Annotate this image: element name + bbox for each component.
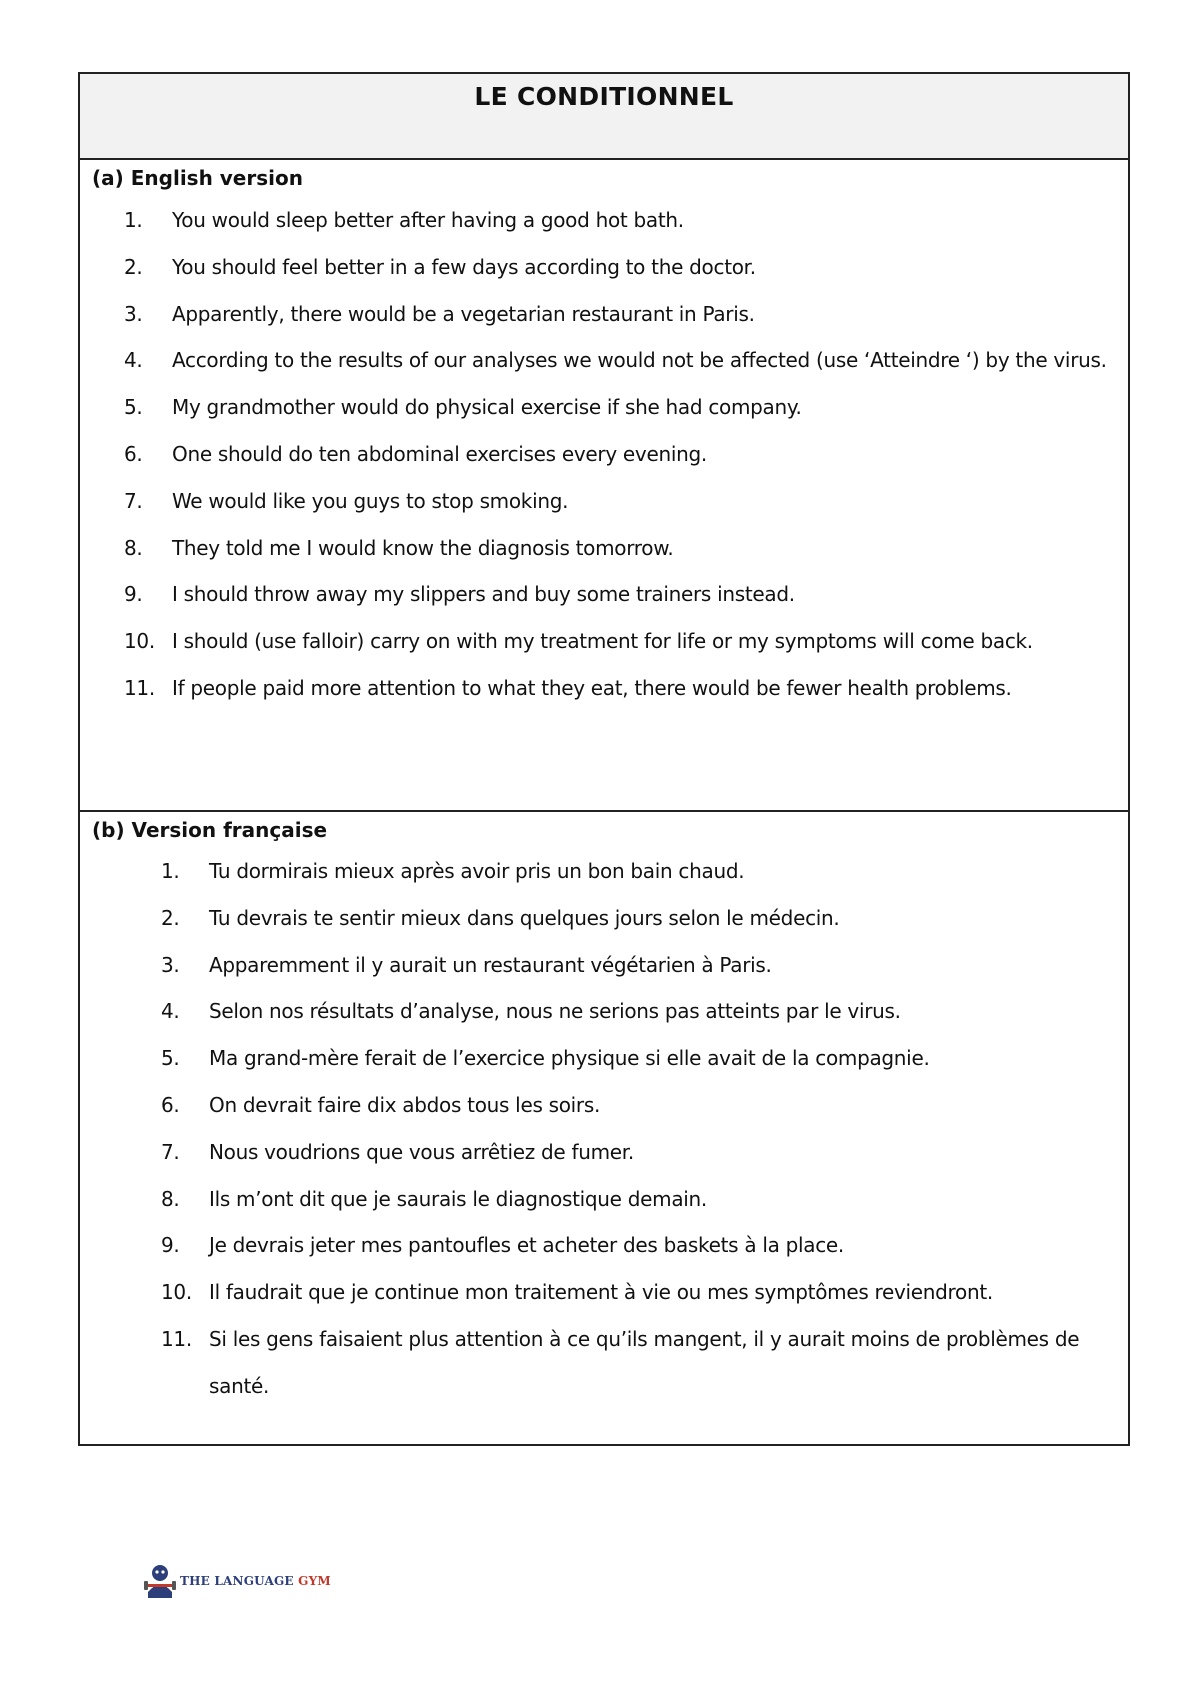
- item-text: Ma grand-mère ferait de l’exercice physique si elle avait de la compagnie.: [209, 1046, 930, 1071]
- item-text: You should feel better in a few days according to the doctor.: [172, 254, 756, 279]
- item-text: Nous voudrions que vous arrêtiez de fumer.: [209, 1139, 634, 1164]
- list-item: [92, 337, 1128, 384]
- item-text: Selon nos résultats d’analyse, nous ne serions pas atteints par le virus.: [209, 999, 901, 1024]
- item-text: They told me I would know the diagnosis tomorrow.: [172, 535, 674, 560]
- item-number: 9.: [161, 1233, 180, 1258]
- list-item: [92, 431, 1128, 478]
- item-text: I should throw away my slippers and buy some trainers instead.: [172, 582, 795, 607]
- gym-mascot-icon: [144, 1562, 176, 1600]
- item-number: 7.: [161, 1139, 180, 1164]
- list-item: [92, 942, 1128, 989]
- item-number: 3.: [161, 952, 180, 977]
- french-section-heading: (b) Version française: [92, 818, 328, 842]
- list-item: [92, 1035, 1128, 1082]
- french-section: [80, 812, 1128, 1444]
- item-number: 10.: [161, 1280, 192, 1305]
- language-gym-logo: [144, 1562, 331, 1600]
- list-item: [92, 665, 1128, 712]
- item-number: 8.: [161, 1186, 180, 1211]
- english-section-heading: (a) English version: [92, 166, 303, 190]
- item-text: You would sleep better after having a good hot bath.: [172, 208, 684, 232]
- item-number: 6.: [124, 441, 143, 466]
- list-item: [92, 1316, 1128, 1410]
- list-item: [92, 244, 1128, 291]
- item-number: 8.: [124, 535, 143, 560]
- item-text: Tu devrais te sentir mieux dans quelques jours selon le médecin.: [209, 905, 840, 930]
- logo-text-main: THE LANGUAGE: [180, 1574, 299, 1588]
- item-text: Apparemment il y aurait un restaurant végétarien à Paris.: [209, 952, 772, 977]
- item-text: One should do ten abdominal exercises every evening.: [172, 441, 707, 466]
- item-text: Je devrais jeter mes pantoufles et acheter des baskets à la place.: [209, 1233, 844, 1258]
- item-number: 4.: [161, 999, 180, 1024]
- item-text: If people paid more attention to what they eat, there would be fewer health problems.: [172, 675, 1012, 700]
- worksheet-table: [78, 72, 1130, 1446]
- item-number: 1.: [161, 859, 180, 883]
- item-text: Tu dormirais mieux après avoir pris un bon bain chaud.: [209, 859, 745, 883]
- list-item: [92, 197, 1128, 244]
- list-item: [92, 571, 1128, 618]
- item-number: 3.: [124, 301, 143, 326]
- item-number: 10.: [124, 629, 155, 654]
- list-item: [92, 384, 1128, 431]
- item-number: 4.: [124, 348, 143, 373]
- list-item: [92, 525, 1128, 572]
- list-item: [92, 848, 1128, 895]
- list-item: [92, 1176, 1128, 1223]
- item-text: Si les gens faisaient plus attention à ce qu’ils mangent, il y aurait moins de problèmes de santé.: [209, 1326, 1080, 1398]
- list-item: [92, 1082, 1128, 1129]
- english-section: [80, 160, 1128, 812]
- logo-text: [180, 1574, 331, 1588]
- item-text: Il faudrait que je continue mon traitement à vie ou mes symptômes reviendront.: [209, 1280, 993, 1305]
- list-item: [92, 895, 1128, 942]
- item-text: According to the results of our analyses we would not be affected (use ‘Atteindre ‘) by the virus.: [172, 348, 1107, 373]
- list-item: [92, 1129, 1128, 1176]
- english-sentence-list: [92, 197, 1128, 712]
- item-number: 5.: [161, 1046, 180, 1071]
- item-number: 7.: [124, 488, 143, 513]
- list-item: [92, 988, 1128, 1035]
- list-item: [92, 478, 1128, 525]
- list-item: [92, 1269, 1128, 1316]
- item-number: 2.: [161, 905, 180, 930]
- item-text: I should (use falloir) carry on with my treatment for life or my symptoms will come back.: [172, 629, 1033, 654]
- item-text: Ils m’ont dit que je saurais le diagnostique demain.: [209, 1186, 707, 1211]
- page-title: LE CONDITIONNEL: [474, 82, 734, 111]
- item-text: We would like you guys to stop smoking.: [172, 488, 569, 513]
- title-row: [80, 74, 1128, 160]
- item-number: 11.: [161, 1326, 192, 1351]
- logo-text-accent: GYM: [298, 1574, 331, 1588]
- french-sentence-list: [92, 848, 1128, 1410]
- item-number: 1.: [124, 208, 143, 232]
- item-text: Apparently, there would be a vegetarian restaurant in Paris.: [172, 301, 755, 326]
- item-number: 5.: [124, 395, 143, 420]
- list-item: [92, 291, 1128, 338]
- item-number: 6.: [161, 1092, 180, 1117]
- item-text: On devrait faire dix abdos tous les soirs.: [209, 1092, 601, 1117]
- item-number: 9.: [124, 582, 143, 607]
- item-number: 11.: [124, 675, 155, 700]
- list-item: [92, 618, 1128, 665]
- item-text: My grandmother would do physical exercise if she had company.: [172, 395, 802, 420]
- list-item: [92, 1222, 1128, 1269]
- item-number: 2.: [124, 254, 143, 279]
